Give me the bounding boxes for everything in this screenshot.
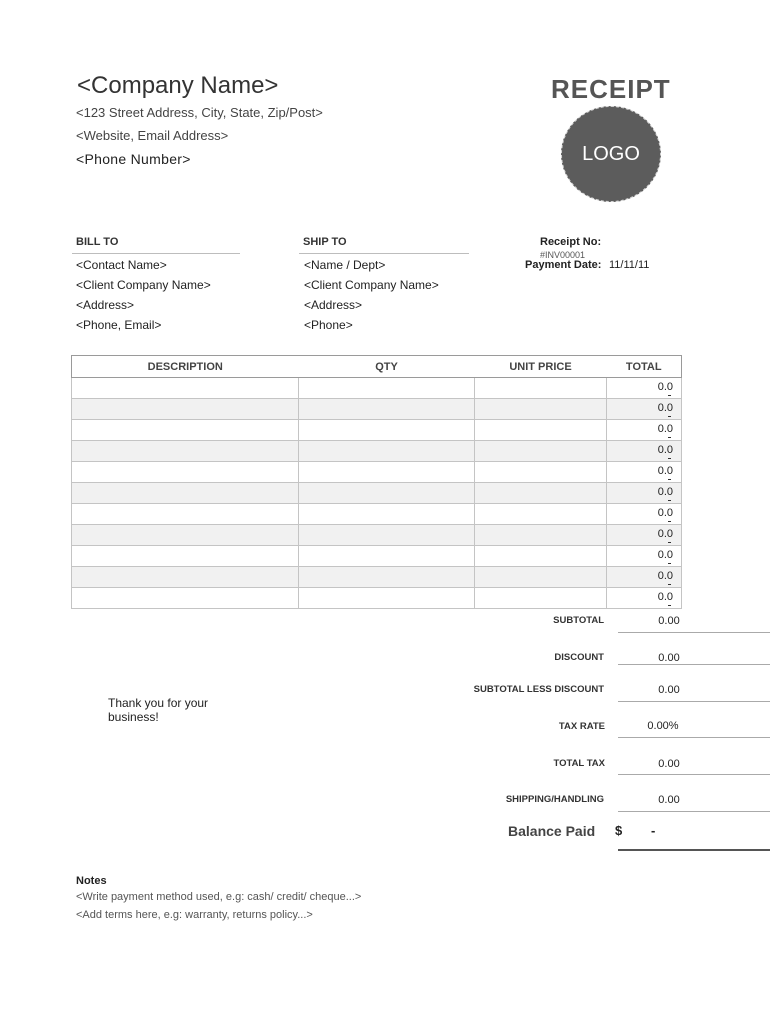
- cell-unit-price[interactable]: [475, 546, 607, 567]
- ship-to-heading: SHIP TO: [303, 236, 347, 248]
- cell-qty[interactable]: [299, 567, 475, 588]
- cell-description[interactable]: [72, 567, 299, 588]
- total-tax-label: TOTAL TAX: [553, 758, 605, 769]
- total-tax-value: 0.00: [658, 758, 680, 770]
- table-row: [72, 588, 682, 609]
- cell-total: [607, 504, 682, 525]
- document-title: RECEIPT: [551, 74, 671, 104]
- header-total: TOTAL: [607, 356, 682, 378]
- discount-label: DISCOUNT: [554, 652, 604, 663]
- table-row: [72, 504, 682, 525]
- cell-unit-price[interactable]: [475, 420, 607, 441]
- shipping-rule: [618, 811, 770, 812]
- tax-rate-rule: [618, 737, 770, 738]
- subtotal-less-discount-label: SUBTOTAL LESS DISCOUNT: [473, 684, 604, 695]
- cell-qty[interactable]: [299, 483, 475, 504]
- ship-to-name: <Name / Dept>: [304, 258, 386, 272]
- subtotal-less-discount-value: 0.00: [658, 684, 680, 696]
- cell-total: [607, 420, 682, 441]
- total-tax-rule: [618, 774, 770, 775]
- receipt-no-value: #INV00001: [540, 250, 586, 260]
- cell-total: [607, 399, 682, 420]
- cell-unit-price[interactable]: [475, 462, 607, 483]
- header-description: DESCRIPTION: [72, 356, 299, 378]
- cell-qty[interactable]: [299, 504, 475, 525]
- bill-to-company: <Client Company Name>: [76, 278, 211, 292]
- notes-title: Notes: [76, 875, 107, 887]
- payment-date-label: Payment Date:: [525, 259, 602, 271]
- header-unit-price: UNIT PRICE: [475, 356, 607, 378]
- ship-to-divider: [299, 253, 469, 254]
- cell-qty[interactable]: [299, 546, 475, 567]
- subtotal-value: 0.00: [658, 615, 680, 627]
- row-total: 0.0: [607, 462, 673, 480]
- discount-value[interactable]: 0.00: [658, 652, 680, 664]
- cell-unit-price[interactable]: [475, 378, 607, 399]
- cell-description[interactable]: [72, 483, 299, 504]
- cell-description[interactable]: [72, 441, 299, 462]
- cell-total: [607, 525, 682, 546]
- bill-to-address: <Address>: [76, 298, 135, 312]
- line-items-table: [71, 355, 682, 609]
- row-total: 0.0: [607, 588, 673, 606]
- table-row: [72, 462, 682, 483]
- balance-currency: $: [615, 823, 623, 838]
- table-row: [72, 525, 682, 546]
- cell-qty[interactable]: [299, 378, 475, 399]
- bill-to-heading: BILL TO: [76, 236, 119, 248]
- company-address: <123 Street Address, City, State, Zip/Post>: [76, 105, 323, 120]
- subtotal-rule: [618, 632, 770, 633]
- header-qty: QTY: [299, 356, 475, 378]
- table-row: [72, 420, 682, 441]
- ship-to-phone: <Phone>: [304, 318, 353, 332]
- cell-qty[interactable]: [299, 399, 475, 420]
- cell-total: [607, 546, 682, 567]
- discount-rule: [618, 664, 770, 665]
- receipt-no-label: Receipt No:: [540, 236, 602, 248]
- note-terms: <Add terms here, e.g: warranty, returns policy...>: [76, 909, 313, 921]
- cell-qty[interactable]: [299, 525, 475, 546]
- row-total: 0.0: [607, 441, 673, 459]
- thank-you-message: Thank you for your business!: [108, 696, 209, 724]
- cell-description[interactable]: [72, 504, 299, 525]
- table-row: [72, 546, 682, 567]
- table-row: [72, 567, 682, 588]
- cell-qty[interactable]: [299, 441, 475, 462]
- cell-unit-price[interactable]: [475, 483, 607, 504]
- row-total: 0.0: [607, 546, 673, 564]
- table-row: [72, 399, 682, 420]
- table-row: [72, 441, 682, 462]
- row-total: 0.0: [607, 420, 673, 438]
- shipping-value[interactable]: 0.00: [658, 794, 680, 806]
- cell-total: [607, 462, 682, 483]
- cell-total: [607, 441, 682, 462]
- table-header-row: [72, 356, 682, 378]
- cell-unit-price[interactable]: [475, 441, 607, 462]
- row-total: 0.0: [607, 483, 673, 501]
- cell-unit-price[interactable]: [475, 567, 607, 588]
- cell-unit-price[interactable]: [475, 588, 607, 609]
- company-web-email: <Website, Email Address>: [76, 128, 229, 143]
- cell-total: [607, 378, 682, 399]
- table-row: [72, 378, 682, 399]
- row-total: 0.0: [607, 567, 673, 585]
- logo-placeholder: [561, 106, 661, 202]
- cell-total: [607, 567, 682, 588]
- cell-qty[interactable]: [299, 588, 475, 609]
- cell-unit-price[interactable]: [475, 399, 607, 420]
- row-total: 0.0: [607, 399, 673, 417]
- cell-qty[interactable]: [299, 462, 475, 483]
- company-phone: <Phone Number>: [76, 151, 191, 167]
- cell-total: [607, 588, 682, 609]
- ship-to-address: <Address>: [304, 298, 363, 312]
- company-name: <Company Name>: [77, 72, 279, 99]
- cell-description[interactable]: [72, 462, 299, 483]
- tax-rate-value[interactable]: 0.00%: [647, 720, 679, 732]
- balance-paid-label: Balance Paid: [508, 823, 596, 839]
- cell-description[interactable]: [72, 378, 299, 399]
- row-total: 0.0: [607, 504, 673, 522]
- cell-description[interactable]: [72, 588, 299, 609]
- payment-date-value: 11/11/11: [609, 259, 650, 271]
- row-total: 0.0: [607, 525, 673, 543]
- cell-description[interactable]: [72, 546, 299, 567]
- subtotal-less-discount-rule: [618, 701, 770, 702]
- tax-rate-label: TAX RATE: [558, 721, 605, 732]
- cell-description[interactable]: [72, 420, 299, 441]
- cell-description[interactable]: [72, 399, 299, 420]
- subtotal-label: SUBTOTAL: [553, 615, 604, 626]
- ship-to-company: <Client Company Name>: [304, 278, 439, 292]
- balance-rule: [618, 849, 770, 851]
- balance-paid-value: -: [651, 823, 656, 838]
- cell-unit-price[interactable]: [475, 525, 607, 546]
- bill-to-divider: [72, 253, 240, 254]
- cell-unit-price[interactable]: [475, 504, 607, 525]
- note-payment-method: <Write payment method used, e.g: cash/ credit/ cheque...>: [76, 891, 362, 903]
- cell-total: [607, 483, 682, 504]
- bill-to-phone-email: <Phone, Email>: [76, 318, 162, 332]
- bill-to-contact: <Contact Name>: [76, 258, 167, 272]
- shipping-label: SHIPPING/HANDLING: [505, 794, 604, 805]
- row-total: 0.0: [607, 378, 673, 396]
- table-row: [72, 483, 682, 504]
- cell-qty[interactable]: [299, 420, 475, 441]
- cell-description[interactable]: [72, 525, 299, 546]
- logo-text: LOGO: [582, 142, 640, 165]
